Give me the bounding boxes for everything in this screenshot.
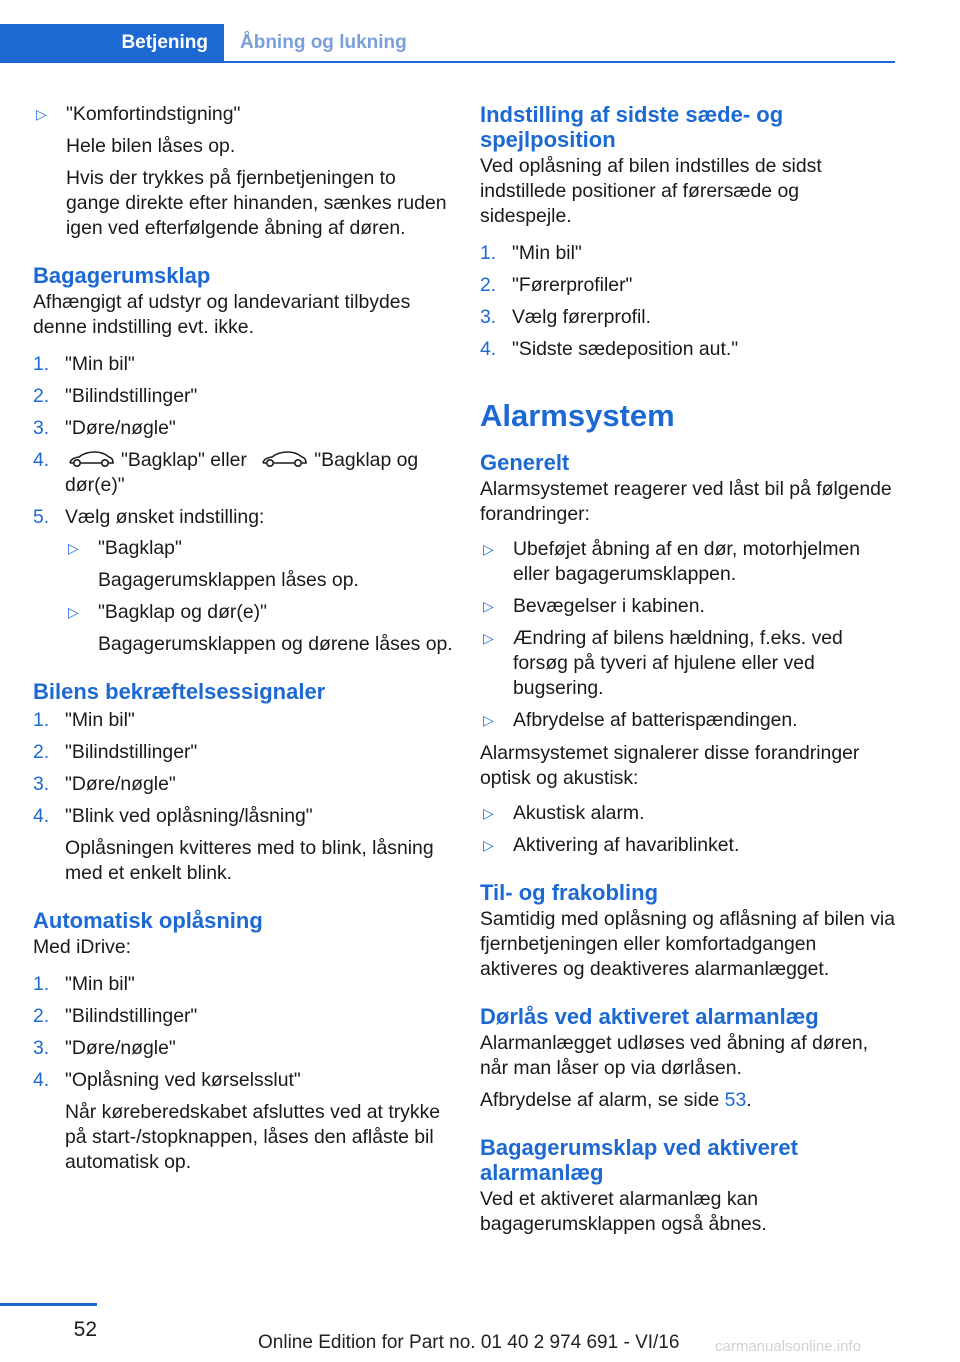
list-item	[33, 505, 453, 657]
paragraph	[480, 1088, 895, 1113]
page-number: 52	[73, 1318, 97, 1341]
section-tab: Åbning og lukning	[240, 32, 407, 53]
list-item	[65, 536, 453, 593]
paragraph: Samtidig med oplåsning og aflåsning af bilen via fjernbetjeningen eller komfortadgangen aktiveres og deaktiveres alarmanlægget.	[480, 908, 896, 980]
page-link[interactable]: 53	[724, 1089, 747, 1111]
list-item	[33, 416, 453, 441]
step-number: 4.	[33, 449, 50, 471]
list-item	[33, 740, 453, 765]
list-item	[480, 337, 895, 362]
edition-note: Online Edition for Part no. 01 40 2 974 691 - VI/16	[258, 1332, 680, 1353]
list-item-desc: Bagagerumsklappen låses op.	[98, 569, 359, 591]
step-number: 4.	[33, 1069, 50, 1091]
step-number: 2.	[33, 1005, 50, 1027]
left-column	[33, 102, 453, 1185]
step-text: "Oplåsning ved kørselsslut"	[65, 1069, 301, 1091]
step-text: "Sidste sædeposition aut."	[512, 338, 739, 360]
paragraph: Ved et aktiveret alarmanlæg kan bagagerumsklappen også åbnes.	[480, 1188, 767, 1235]
list-item-label: "Komfortindstigning"	[66, 103, 241, 125]
list-item-desc: Bagagerumsklappen og dørene låses op.	[98, 633, 453, 655]
numbered-list	[33, 972, 453, 1175]
section-heading: Til- og frakobling	[480, 880, 659, 905]
triangle-right-icon: ▷	[483, 837, 494, 853]
step-text: "Bagklap" eller	[121, 449, 247, 471]
step-text: "Min bil"	[65, 353, 135, 375]
list-item-label: "Bagklap"	[98, 537, 182, 559]
page-header	[0, 24, 895, 62]
list-item	[33, 352, 453, 377]
step-number: 5.	[33, 506, 50, 528]
step-number: 3.	[33, 1037, 50, 1059]
list-item-label: "Bagklap og dør(e)"	[98, 601, 267, 623]
paragraph: Alarmsystemet signalerer disse forandringer optisk og akustisk:	[480, 742, 860, 789]
list-item	[33, 1036, 453, 1061]
list-item	[33, 708, 453, 733]
step-desc: Når køreberedskabet afsluttes ved at trykke på start-/stopknappen, låses den aflåste bil automatisk op.	[65, 1101, 441, 1173]
step-number: 2.	[480, 274, 497, 296]
numbered-list	[33, 352, 453, 657]
list-item-text: Bevægelser i kabinen.	[513, 595, 705, 617]
step-number: 1.	[33, 353, 50, 375]
step-number: 3.	[480, 306, 497, 328]
right-column	[480, 102, 895, 1244]
list-item	[33, 102, 453, 241]
step-number: 3.	[33, 417, 50, 439]
watermark: carmanualsonline.info	[715, 1338, 861, 1355]
list-item-text: Akustisk alarm.	[513, 802, 645, 824]
step-number: 4.	[480, 338, 497, 360]
step-number: 1.	[480, 242, 497, 264]
step-text: "Bagklap og dør(e)"	[65, 449, 419, 496]
triangle-right-icon: ▷	[68, 540, 79, 556]
step-number: 1.	[33, 973, 50, 995]
list-item	[33, 1068, 453, 1175]
chapter-heading: Alarmsystem	[480, 398, 675, 433]
section-heading: Automatisk oplåsning	[33, 908, 263, 933]
paragraph: Alarmsystemet reagerer ved låst bil på følgende forandringer:	[480, 478, 892, 525]
reference-end: .	[746, 1089, 752, 1111]
car-rear-icon	[260, 449, 308, 469]
list-item	[33, 772, 453, 797]
chapter-tab: Betjening	[0, 24, 224, 62]
step-number: 2.	[33, 741, 50, 763]
list-item	[33, 972, 453, 997]
step-text: "Blink ved oplåsning/låsning"	[65, 805, 313, 827]
section-heading: Dørlås ved aktiveret alarmanlæg	[480, 1004, 819, 1029]
section-heading: Generelt	[480, 450, 570, 475]
step-text: "Min bil"	[512, 242, 582, 264]
step-text: "Døre/nøgle"	[65, 417, 176, 439]
paragraph: Afhængigt af udstyr og landevariant tilbydes denne indstilling evt. ikke.	[33, 291, 411, 338]
paragraph: Ved oplåsning af bilen indstilles de sidst indstillede positioner af førersæde og sidespejle.	[480, 155, 822, 227]
bullet-list	[480, 801, 895, 858]
list-item	[33, 804, 453, 886]
car-rear-icon	[67, 449, 115, 469]
step-text: "Bilindstillinger"	[65, 385, 198, 407]
list-item	[33, 384, 453, 409]
step-number: 1.	[33, 709, 50, 731]
bullet-list	[65, 536, 453, 657]
step-text: "Døre/nøgle"	[65, 1037, 176, 1059]
list-item	[33, 1004, 453, 1029]
list-item-desc: Hele bilen låses op.	[66, 135, 236, 157]
list-item	[33, 448, 453, 498]
list-item-desc: Hvis der trykkes på fjernbetjeningen to gange direkte efter hinanden, sænkes ruden igen ved efterfølgende åbning af døren.	[66, 167, 447, 239]
triangle-right-icon: ▷	[483, 598, 494, 614]
section-heading: Bilens bekræftelsessignaler	[33, 679, 326, 704]
step-text: "Døre/nøgle"	[65, 773, 176, 795]
step-text: "Min bil"	[65, 973, 135, 995]
list-item	[480, 626, 895, 701]
list-item	[480, 305, 895, 330]
triangle-right-icon: ▷	[483, 805, 494, 821]
list-item-text: Aktivering af havariblinket.	[513, 834, 740, 856]
numbered-list	[33, 708, 453, 886]
list-item-text: Afbrydelse af batterispændingen.	[513, 709, 798, 731]
list-item-text: Ubeføjet åbning af en dør, motorhjelmen eller bagagerumsklappen.	[513, 538, 861, 585]
numbered-list	[480, 241, 895, 362]
triangle-right-icon: ▷	[483, 630, 494, 646]
list-item	[480, 241, 895, 266]
triangle-right-icon: ▷	[36, 106, 47, 122]
list-item	[480, 833, 895, 858]
paragraph: Med iDrive:	[33, 936, 132, 958]
bullet-list	[480, 537, 895, 733]
footer-rule	[0, 1303, 97, 1306]
triangle-right-icon: ▷	[483, 712, 494, 728]
list-item	[480, 537, 895, 587]
step-text: "Førerprofiler"	[512, 274, 633, 296]
list-item-text: Ændring af bilens hældning, f.eks. ved forsøg på tyveri af hjulene eller ved bugsering.	[513, 627, 843, 699]
step-text: "Bilindstillinger"	[65, 741, 198, 763]
section-heading: Bagagerumsklap ved aktiveret alarmanlæg	[480, 1135, 798, 1185]
triangle-right-icon: ▷	[68, 604, 79, 620]
list-item	[480, 594, 895, 619]
step-number: 2.	[33, 385, 50, 407]
step-text: Vælg førerprofil.	[512, 306, 652, 328]
paragraph: Alarmanlægget udløses ved åbning af døren, når man låser op via dørlåsen.	[480, 1032, 869, 1079]
section-heading: Indstilling af sidste sæde- og spejlposition	[480, 102, 784, 152]
step-text: "Min bil"	[65, 709, 135, 731]
header-rule	[0, 61, 895, 63]
step-text: "Bilindstillinger"	[65, 1005, 198, 1027]
step-desc: Oplåsningen kvitteres med to blink, låsning med et enkelt blink.	[65, 837, 434, 884]
list-item	[480, 273, 895, 298]
list-item	[65, 600, 453, 657]
step-number: 3.	[33, 773, 50, 795]
step-number: 4.	[33, 805, 50, 827]
reference-text: Afbrydelse af alarm, se side	[480, 1089, 720, 1111]
section-heading: Bagagerumsklap	[33, 263, 211, 288]
step-text: Vælg ønsket indstilling:	[65, 506, 265, 528]
list-item	[480, 801, 895, 826]
list-item	[480, 708, 895, 733]
triangle-right-icon: ▷	[483, 541, 494, 557]
